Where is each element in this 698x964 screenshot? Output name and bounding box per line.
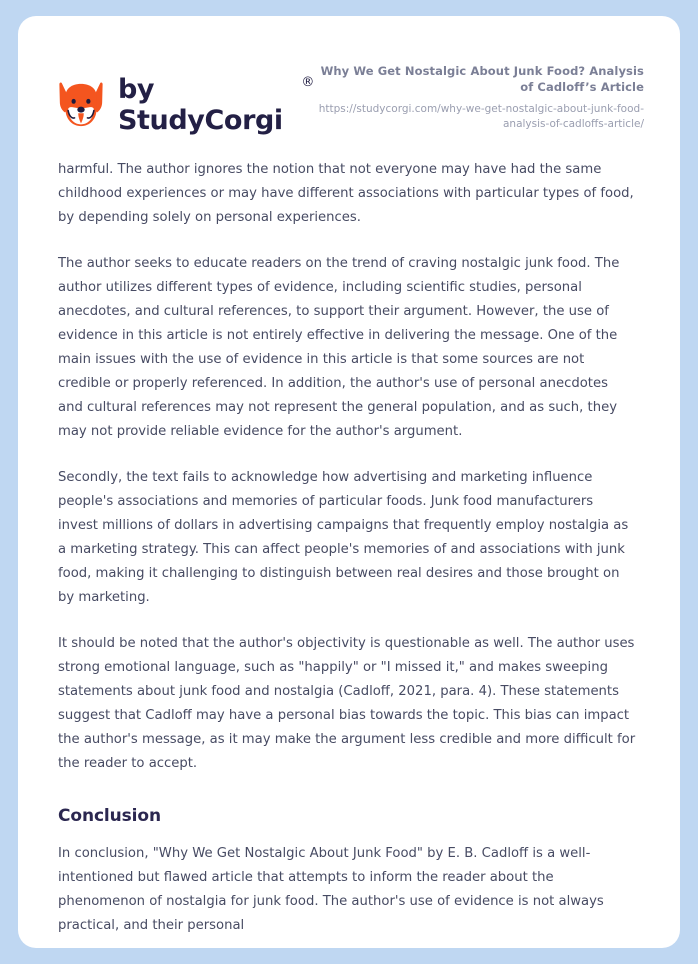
paragraph-3: Secondly, the text fails to acknowledge how advertising and marketing influence people's associations and memories of particular foods. Junk food manufacturers invest millions of dollars in advertising campaigns that frequently employ nostalgia as a marketing strategy. This can affect people's memories of and associations with junk food, making it challenging to distinguish between real desires and those brought on by marketing. [58, 470, 629, 605]
brand-name: by StudyCorgi [118, 74, 283, 136]
brand-logo [58, 60, 314, 136]
registered-trademark-icon: ® [301, 75, 314, 90]
article-body [18, 136, 680, 938]
brand-name-wrap [118, 74, 314, 136]
document-header [18, 16, 680, 136]
page-title: Why We Get Nostalgic About Junk Food? Analysis of Cadloff’s Article [320, 64, 644, 94]
paragraph-4: It should be noted that the author's objectivity is questionable as well. The author uses strong emotional language, such as "happily" or "I missed it," and makes sweeping statements about junk food and nostalgia (Cadloff, 2021, para. 4). These statements suggest that Cadloff may have a personal bias towards the topic. This bias can impact the author's message, as it may make the argument less credible and more difficult for the reader to accept. [58, 636, 636, 771]
document-card [18, 16, 680, 948]
document-meta [314, 60, 644, 131]
corgi-logo-icon [58, 81, 104, 129]
section-heading-conclusion: Conclusion [58, 806, 161, 826]
paragraph-2: The author seeks to educate readers on the trend of craving nostalgic junk food. The author utilizes different types of evidence, including scientific studies, personal anecdotes, and cultural references, to support their argument. However, the use of evidence in this article is not entirely effective in delivering the message. One of the main issues with the use of evidence in this article is that some sources are not credible or properly referenced. In addition, the author's use of personal anecdotes and cultural references may not represent the general population, and as such, they may not provide reliable evidence for the author's argument. [58, 256, 620, 439]
paragraph-1: harmful. The author ignores the notion that not everyone may have had the same childhood experiences or may have different associations with particular types of food, by depending solely on personal experiences. [58, 162, 634, 225]
source-url: https://studycorgi.com/why-we-get-nostalgic-about-junk-food-analysis-of-cadloffs-article/ [318, 103, 644, 130]
paragraph-5: In conclusion, "Why We Get Nostalgic About Junk Food" by E. B. Cadloff is a well-intentioned but flawed article that attempts to inform the reader about the phenomenon of nostalgia for junk food. The author's use of evidence is not always practical, and their personal [58, 846, 604, 933]
